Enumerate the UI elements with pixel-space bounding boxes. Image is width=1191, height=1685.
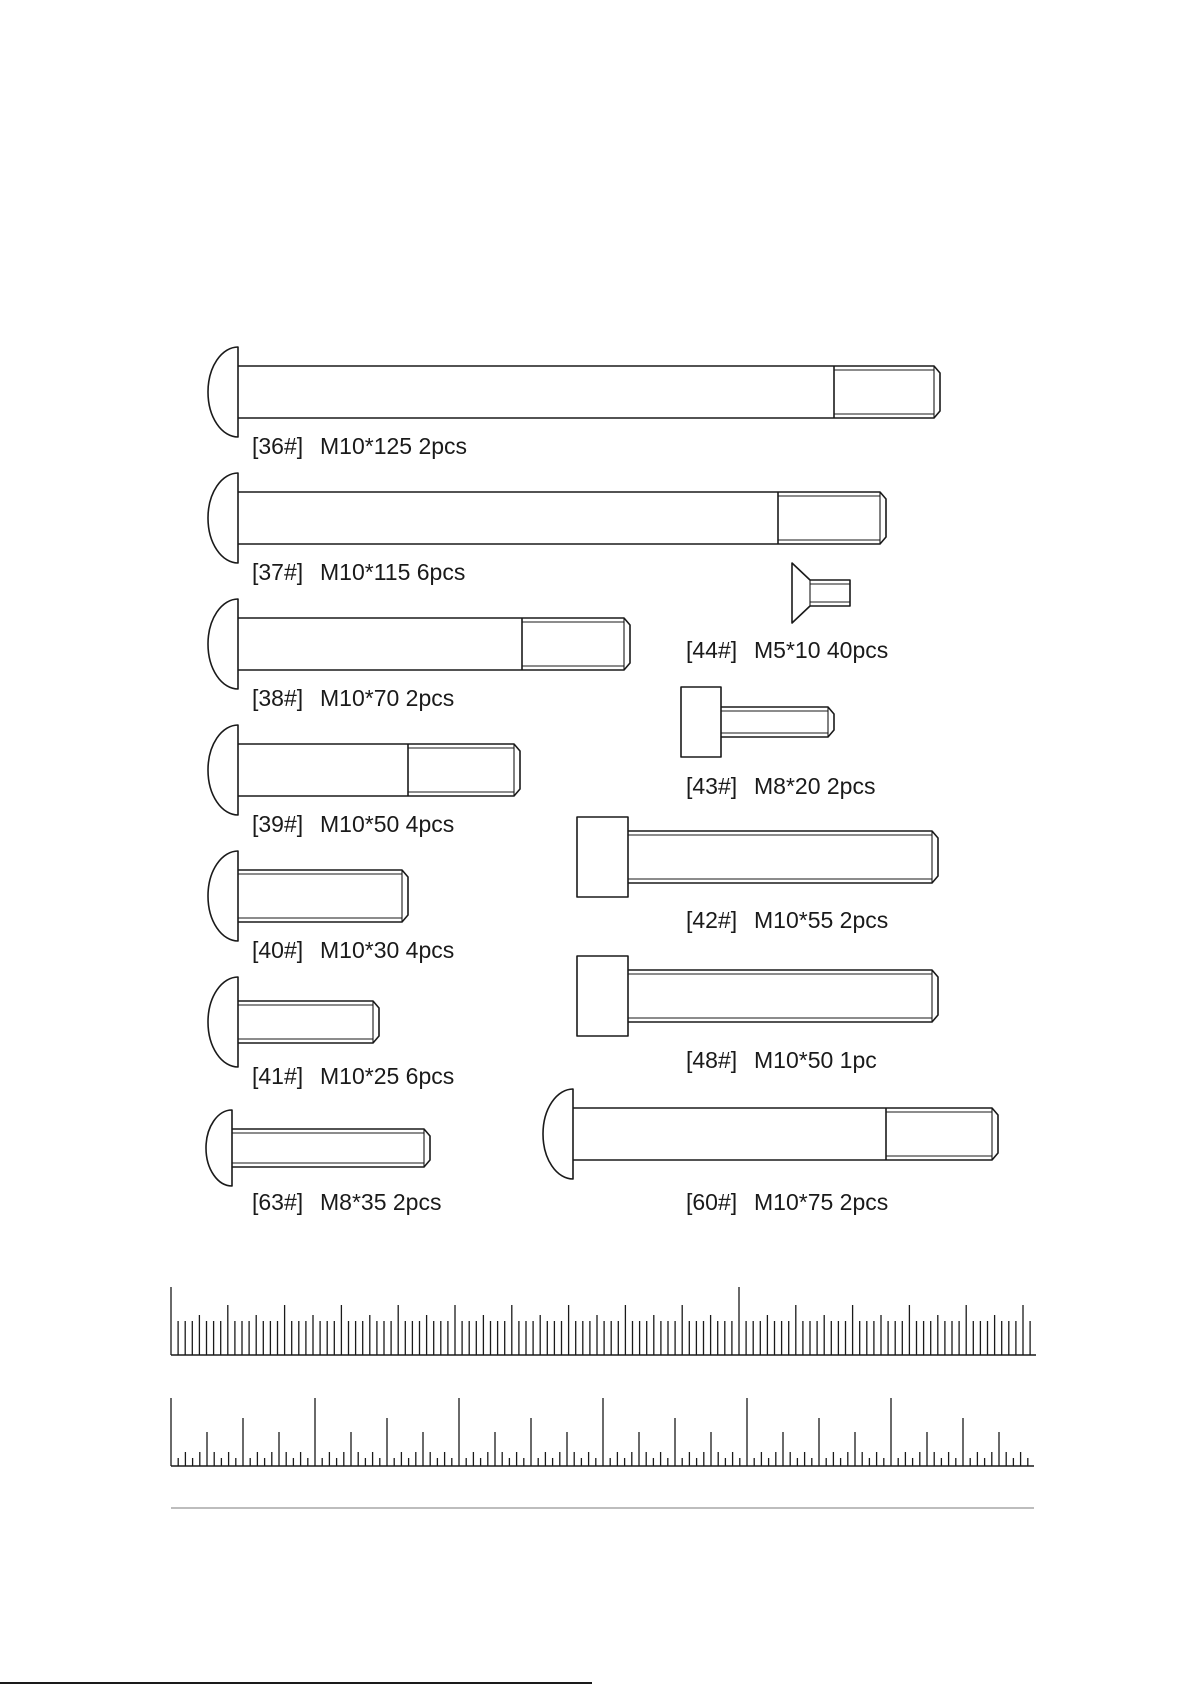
part-number: [39#] [252, 811, 304, 837]
part-spec: M10*75 2pcs [754, 1189, 889, 1215]
part-spec: M8*35 2pcs [320, 1189, 442, 1215]
button-head-bolt-icon [208, 599, 630, 689]
part-number: [37#] [252, 559, 304, 585]
part-number: [60#] [686, 1189, 738, 1215]
part-number: [38#] [252, 685, 304, 711]
part-spec: M10*50 4pcs [320, 811, 455, 837]
button-head-bolt-icon [206, 1110, 430, 1186]
part-spec: M5*10 40pcs [754, 637, 889, 663]
part-number: [63#] [252, 1189, 304, 1215]
part-number: [43#] [686, 773, 738, 799]
button-head-bolt-icon [208, 725, 520, 815]
socket-head-bolt-icon [577, 956, 938, 1036]
button-head-bolt-icon [208, 977, 379, 1067]
part-number: [40#] [252, 937, 304, 963]
part-spec: M10*55 2pcs [754, 907, 889, 933]
part-spec: M10*25 6pcs [320, 1063, 455, 1089]
part-spec: M8*20 2pcs [754, 773, 876, 799]
part-spec: M10*115 6pcs [320, 559, 466, 585]
part-spec: M10*125 2pcs [320, 433, 468, 459]
part-spec: M10*70 2pcs [320, 685, 455, 711]
countersunk-bolt-icon [792, 563, 850, 623]
ruler-icon [0, 1287, 1036, 1683]
button-head-bolt-icon [543, 1089, 998, 1179]
button-head-bolt-icon [208, 347, 940, 437]
part-spec: M10*30 4pcs [320, 937, 455, 963]
part-number: [48#] [686, 1047, 738, 1073]
part-spec: M10*50 1pc [754, 1047, 877, 1073]
part-number: [41#] [252, 1063, 304, 1089]
button-head-bolt-icon [208, 851, 408, 941]
part-number: [42#] [686, 907, 738, 933]
part-number: [36#] [252, 433, 304, 459]
socket-head-bolt-icon [681, 687, 834, 757]
button-head-bolt-icon [208, 473, 886, 563]
socket-head-bolt-icon [577, 817, 938, 897]
part-number: [44#] [686, 637, 738, 663]
